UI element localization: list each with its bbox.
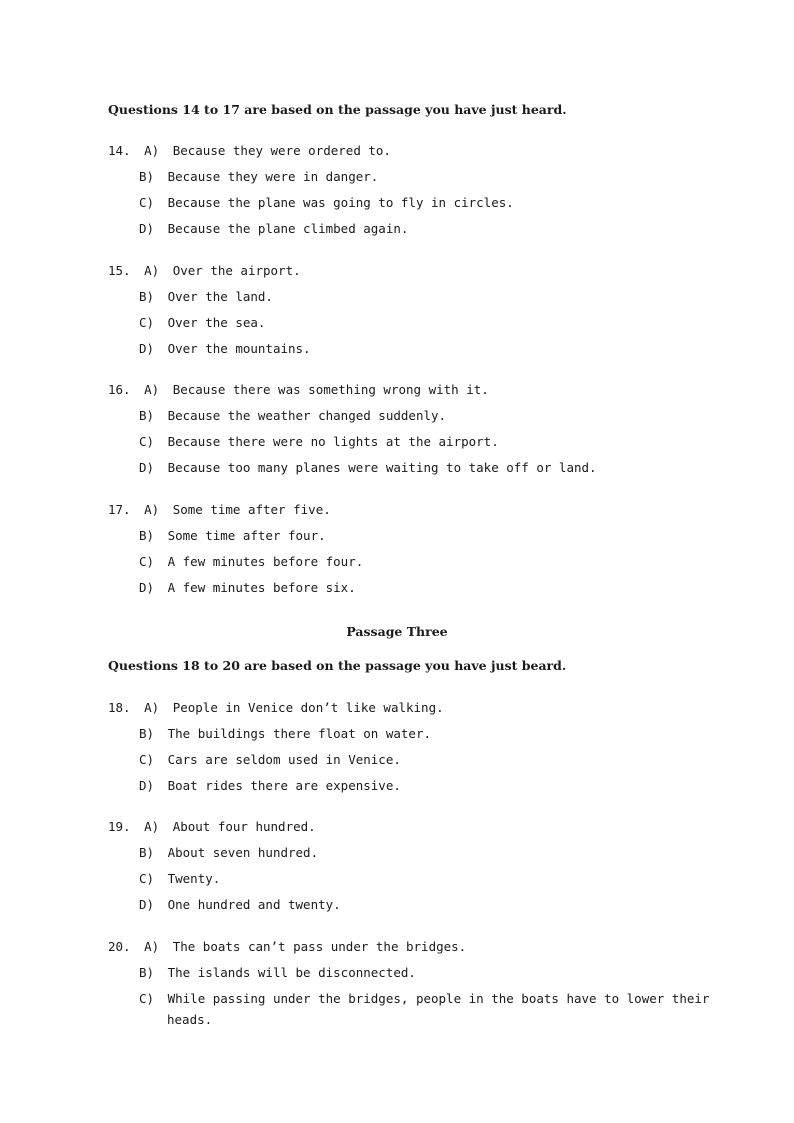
question-number: 14. xyxy=(108,143,131,158)
option-18b xyxy=(139,726,431,742)
option-text: Over the land. xyxy=(167,289,273,304)
question-15 xyxy=(108,263,301,279)
option-letter: A) xyxy=(144,263,160,278)
option-letter: D) xyxy=(139,460,155,475)
question-18 xyxy=(108,700,444,716)
option-15d xyxy=(139,341,311,357)
question-number: 19. xyxy=(108,819,131,834)
option-text: About seven hundred. xyxy=(167,845,319,860)
option-letter: D) xyxy=(139,897,155,912)
option-17c xyxy=(139,554,363,570)
option-19d xyxy=(139,897,341,913)
question-number: 17. xyxy=(108,502,131,517)
option-text: Because too many planes were waiting to take off or land. xyxy=(167,460,597,475)
option-text: Boat rides there are expensive. xyxy=(167,778,401,793)
option-18d xyxy=(139,778,401,794)
option-text: About four hundred. xyxy=(172,819,316,834)
option-text: People in Venice don’t like walking. xyxy=(172,700,444,715)
option-14d xyxy=(139,221,408,237)
option-text: A few minutes before four. xyxy=(167,554,364,569)
option-text: The buildings there float on water. xyxy=(167,726,431,741)
option-16b xyxy=(139,408,446,424)
option-letter: B) xyxy=(139,169,155,184)
option-19b xyxy=(139,845,318,861)
option-letter: D) xyxy=(139,580,155,595)
option-text: Because they were in danger. xyxy=(167,169,379,184)
option-text: Over the sea. xyxy=(167,315,266,330)
option-15c xyxy=(139,315,265,331)
option-text: Because they were ordered to. xyxy=(172,143,391,158)
option-letter: A) xyxy=(144,819,160,834)
option-letter: B) xyxy=(139,845,155,860)
option-14c xyxy=(139,195,514,211)
option-text: Some time after five. xyxy=(172,502,331,517)
option-text: Cars are seldom used in Venice. xyxy=(167,752,401,767)
option-letter: A) xyxy=(144,382,160,397)
option-letter: C) xyxy=(139,434,155,449)
option-letter: B) xyxy=(139,965,155,980)
option-text: One hundred and twenty. xyxy=(167,897,341,912)
question-16 xyxy=(108,382,489,398)
option-17d xyxy=(139,580,356,596)
option-letter: C) xyxy=(139,871,155,886)
question-number: 20. xyxy=(108,939,131,954)
option-letter: A) xyxy=(144,502,160,517)
section-heading-questions-18-20: Questions 18 to 20 are based on the passage you have just beard. xyxy=(108,658,567,673)
option-text: Over the airport. xyxy=(172,263,301,278)
question-20 xyxy=(108,939,466,955)
option-text: Over the mountains. xyxy=(167,341,311,356)
option-letter: B) xyxy=(139,726,155,741)
option-letter: C) xyxy=(139,195,155,210)
option-text: Because the plane climbed again. xyxy=(167,221,409,236)
option-letter: B) xyxy=(139,408,155,423)
option-19c xyxy=(139,871,220,887)
option-letter: D) xyxy=(139,221,155,236)
option-17b xyxy=(139,528,326,544)
question-number: 15. xyxy=(108,263,131,278)
option-letter: C) xyxy=(139,752,155,767)
option-letter: B) xyxy=(139,528,155,543)
question-14 xyxy=(108,143,391,159)
option-15b xyxy=(139,289,273,305)
question-17 xyxy=(108,502,331,518)
option-letter: D) xyxy=(139,778,155,793)
option-letter: C) xyxy=(139,315,155,330)
option-letter: A) xyxy=(144,143,160,158)
option-text: Some time after four. xyxy=(167,528,326,543)
option-text: Because the weather changed suddenly. xyxy=(167,408,447,423)
option-20c xyxy=(139,991,709,1007)
passage-title: Passage Three xyxy=(346,624,448,639)
option-20b xyxy=(139,965,416,981)
option-letter: B) xyxy=(139,289,155,304)
option-letter: C) xyxy=(139,991,155,1006)
option-text: The boats can’t pass under the bridges. xyxy=(172,939,467,954)
option-letter: A) xyxy=(144,939,160,954)
option-text: Because the plane was going to fly in circles. xyxy=(167,195,514,210)
option-text: Because there was something wrong with it. xyxy=(172,382,489,397)
section-heading-questions-14-17: Questions 14 to 17 are based on the passage you have just heard. xyxy=(108,102,567,117)
question-19 xyxy=(108,819,316,835)
option-16d xyxy=(139,460,597,476)
option-14b xyxy=(139,169,378,185)
question-number: 18. xyxy=(108,700,131,715)
option-letter: A) xyxy=(144,700,160,715)
option-text: Twenty. xyxy=(167,871,221,886)
option-letter: C) xyxy=(139,554,155,569)
option-text: The islands will be disconnected. xyxy=(167,965,416,980)
option-20c-continuation: heads. xyxy=(167,1012,213,1027)
question-number: 16. xyxy=(108,382,131,397)
option-text: A few minutes before six. xyxy=(167,580,356,595)
option-letter: D) xyxy=(139,341,155,356)
option-18c xyxy=(139,752,401,768)
option-text: While passing under the bridges, people in the boats have to lower their xyxy=(167,991,710,1006)
option-16c xyxy=(139,434,499,450)
option-text: Because there were no lights at the airport. xyxy=(167,434,499,449)
